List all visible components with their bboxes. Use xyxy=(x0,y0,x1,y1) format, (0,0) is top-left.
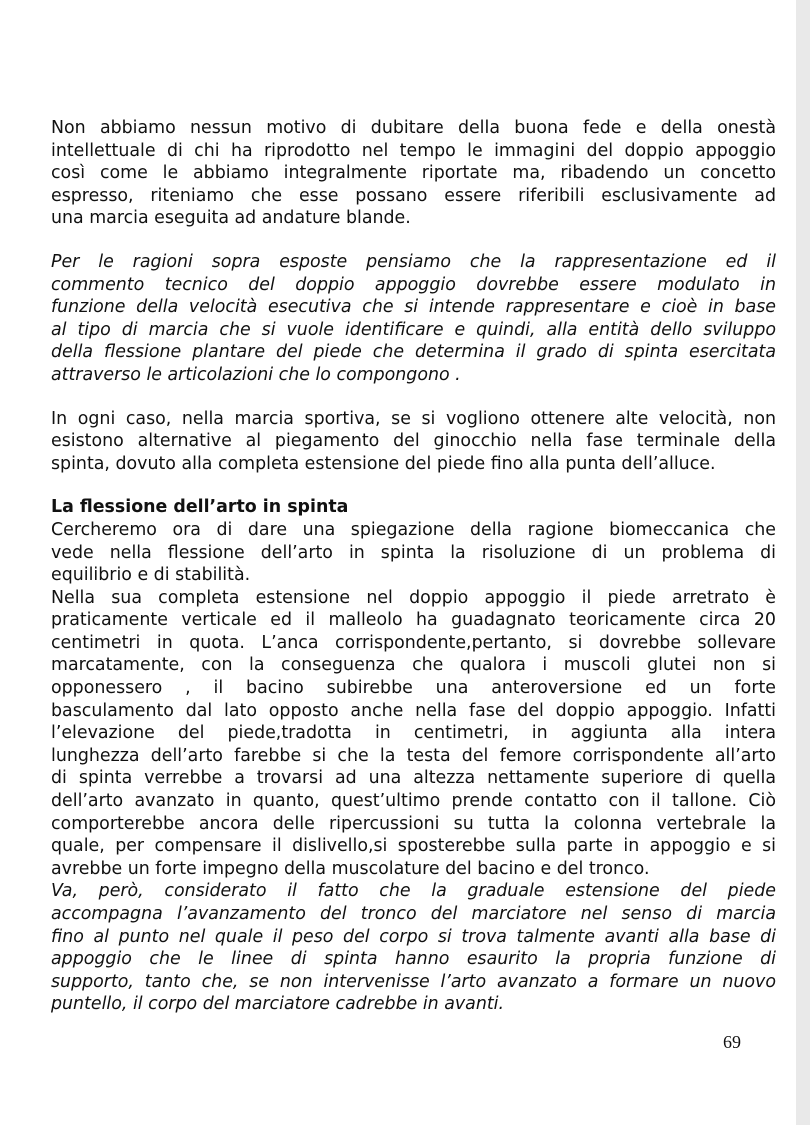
section-heading: La flessione dell’arto in spinta xyxy=(51,497,349,518)
paragraph-3 xyxy=(51,408,776,476)
text-line: commento tecnico del doppio appoggio dovrebbe essere modulato in xyxy=(51,274,776,295)
paragraph-gap xyxy=(51,230,776,251)
page-body xyxy=(51,117,776,1016)
text-line: centimetri in quota. L’anca corrispondente,pertanto, si dovrebbe sollevare xyxy=(51,632,776,653)
text-line: così come le abbiamo integralmente riportate ma, ribadendo un concetto xyxy=(51,163,776,184)
text-line: In ogni caso, nella marcia sportiva, se si vogliono ottenere alte velocità, non xyxy=(51,408,776,429)
text-line: una marcia eseguita ad andature blande. xyxy=(51,208,411,229)
page-number: 69 xyxy=(723,1032,741,1052)
text-line: spinta, dovuto alla completa estensione del piede fino alla punta dell’alluce. xyxy=(51,453,716,474)
text-line: appoggio che le linee di spinta hanno esaurito la propria funzione di xyxy=(51,949,776,970)
text-line: espresso, riteniamo che esse possano essere riferibili esclusivamente ad xyxy=(51,185,776,206)
text-line: accompagna l’avanzamento del tronco del marciatore nel senso di marcia xyxy=(51,904,776,924)
text-line: dell’arto avanzato in quanto, quest’ultimo prende contatto con il tallone. Ciò xyxy=(51,791,776,812)
text-line: supporto, tanto che, se non intervenisse l’arto avanzato a formare un nuovo xyxy=(51,971,776,992)
text-line: intellettuale di chi ha riprodotto nel tempo le immagini del doppio appoggio xyxy=(51,140,776,161)
paragraph-2-italic xyxy=(51,251,776,387)
text-line: puntello, il corpo del marciatore cadrebbe in avanti. xyxy=(51,994,505,1015)
text-line: lunghezza dell’arto farebbe si che la testa del femore corrispondente all’arto xyxy=(51,745,776,766)
text-line: Va, però, considerato il fatto che la graduale estensione del piede xyxy=(51,881,776,902)
section-paragraph-2 xyxy=(51,587,776,881)
text-line: esistono alternative al piegamento del ginocchio nella fase terminale della xyxy=(51,431,776,452)
text-line: fino al punto nel quale il peso del corpo si trova talmente avanti alla base di xyxy=(51,926,776,947)
text-line: funzione della velocità esecutiva che si intende rappresentare e cioè in base xyxy=(51,297,776,318)
paragraph-gap xyxy=(51,387,776,408)
text-line: Non abbiamo nessun motivo di dubitare della buona fede e della onestà xyxy=(51,118,776,138)
text-line: al tipo di marcia che si vuole identificare e quindi, alla entità dello sviluppo xyxy=(51,319,776,340)
text-line: Cercheremo ora di dare una spiegazione della ragione biomeccanica che xyxy=(51,519,776,540)
text-line: equilibrio e di stabilità. xyxy=(51,565,251,586)
text-line: di spinta verrebbe a trovarsi ad una altezza nettamente superiore di quella xyxy=(51,768,776,789)
text-line: attraverso le articolazioni che lo compongono . xyxy=(51,364,461,385)
paragraph-gap xyxy=(51,475,776,496)
page-edge-strip xyxy=(796,0,810,1125)
text-line: della flessione plantare del piede che determina il grado di spinta esercitata xyxy=(51,342,776,363)
section-paragraph-3-italic xyxy=(51,880,776,1016)
text-line: Nella sua completa estensione nel doppio appoggio il piede arretrato è xyxy=(51,587,776,608)
text-line: vede nella flessione dell’arto in spinta la risoluzione di un problema di xyxy=(51,542,776,563)
text-line: basculamento dal lato opposto anche nella fase del doppio appoggio. Infatti xyxy=(51,700,776,721)
text-line: quale, per compensare il dislivello,si sposterebbe sulla parte in appoggio e si xyxy=(51,836,776,857)
section-paragraph-1 xyxy=(51,519,776,587)
text-line: opponessero , il bacino subirebbe una anteroversione ed un forte xyxy=(51,678,776,699)
text-line: Per le ragioni sopra esposte pensiamo che la rappresentazione ed il xyxy=(51,251,776,272)
paragraph-1 xyxy=(51,117,776,230)
text-line: marcatamente, con la conseguenza che qualora i muscoli glutei non si xyxy=(51,655,776,676)
text-line: avrebbe un forte impegno della muscolature del bacino e del tronco. xyxy=(51,858,650,879)
text-line: comporterebbe ancora delle ripercussioni su tutta la colonna vertebrale la xyxy=(51,813,776,834)
text-line: l’elevazione del piede,tradotta in centimetri, in aggiunta alla intera xyxy=(51,723,776,744)
text-line: praticamente verticale ed il malleolo ha guadagnato teoricamente circa 20 xyxy=(51,610,776,631)
